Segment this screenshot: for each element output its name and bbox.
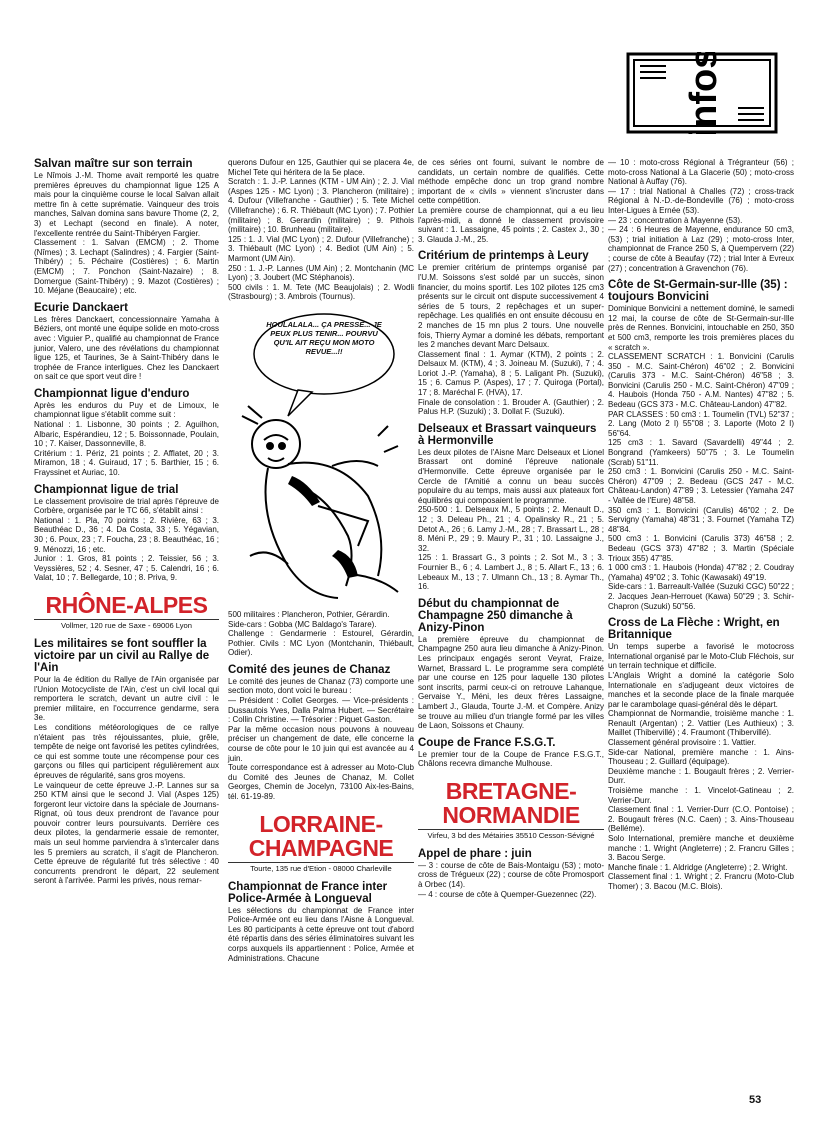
article-results: Classement général provisoire : 1. Vattier. (608, 738, 756, 748)
article-results: National : 1. Lisbonne, 30 points ; 2. Aguilhon, Albaric, Espérandieu, 12 ; 5. Boissonnade, Poulain, 10 ; 7. Kaiser, Dassonneville, 8. (34, 420, 219, 449)
article-title: Critérium de printemps à Leury (418, 250, 589, 263)
article-text: Les conditions météorologiques de ce rallye n'étaient pas très réjouissantes, pluie, grêle, tempête de neige ont favorisé les petites cylindrées, ce qui est somme toute une récompense pour ces garçons ou filles qui participent régulièrement aux épreuves de régularité, sans gros moyens. (34, 722, 219, 780)
region-address: Virfeu, 3 bd des Métairies 35510 Cesson-Sévigné (418, 829, 604, 842)
article-results: Side-cars : 1. Barreault-Vallée (Suzuki CGC) 50"22 ; 2. Jacques Jean-Herrouet (Kawa) 50"29 ; 3. Schir-Chapron (Suzuki) 50"56. (608, 582, 794, 611)
article-results: 250 : 1. J.-P. Lannes (UM Ain) ; 2. Montchanin (MC Lyon) ; 3. Joubert (MC Stéphanois). (228, 263, 414, 283)
article-title: Salvan maître sur son terrain (34, 158, 193, 170)
article-results: 1 000 cm3 : 1. Haubois (Honda) 47"82 ; 2. Coudray (Yamaha) 49"02 ; 3. Tohic (Kawasaki) 49"19. (608, 563, 794, 582)
article-title: Cross de La Flèche : Wright, en Britannique (608, 617, 780, 642)
article-text: — 10 : moto-cross Régional à Trégranteur (56) ; moto-cross National à La Glacerie (50) ; moto-cross National à Auffay (76). (608, 158, 794, 187)
article-results: 350 cm3 : 1. Bonvicini (Carulis) 46"02 ; 2. De Servigny (Yamaha) 48"31 ; 3. Fournet (Yamaha TZ) 48"84. (608, 505, 794, 534)
article-text: Dominique Bonvicini a nettement dominé, le samedi 12 mai, la course de côte de St-Germain-sur-Ille près de Rennes. Bonvicini, intouchable en 250, 350 et 500 cm3, remporte les trois premières places du « scratch ». (608, 304, 794, 352)
article-text: de ces séries ont fourni, suivant le nombre de candidats, un certain nombre de qualifiés. Cette méthode empêche donc un trop grand nombre important de « civils » viennent s'incruster dans cette compétition. (418, 158, 604, 206)
article-results: Manche finale : 1. Aldridge (Angleterre) ; 2. Wright. (608, 862, 788, 872)
article-text: Le vainqueur de cette épreuve J.-P. Lannes sur sa 250 KTM ainsi que le second J. Vial (Aspes 125) forgeront leur victoire dans la spéciale de Journans-Rignat, où tous deux prendront de l'avance pour pouvoir contrer leurs poursuivants. Derrière ces deux pilotes, la gendarmerie essaie de remonter, mais un seul homme parviendra à s'intercaler dans les 5 premiers au scratch, il s'agit de Plancheron. Cette épreuve de régularité fut très sélective : 40 concurrents prendront le départ, 22 seulement seront à l'arrivée. Parmi les privés, nous remar- (34, 780, 219, 886)
article-text: Les frères Danckaert, concessionnaire Yamaha à Béziers, ont monté une équipe solide en moto-cross avec : Viguier P., qualifié au championnat de France junior, Valero, une des révélations du championnat ligue 125, et Taurines, 3e à Saint-Thibéry dans le trophée de France interligues. Chez les Danckaert on sait ce que sport veut dire ! (34, 314, 219, 382)
article-results: 125 cm3 : 1. Savard (Savardelli) 49"44 ; 2. Bongrand (Yamkeers) 50"75 ; 3. Le Toumelin (Scrab) 51"11. (608, 438, 794, 467)
region-address: Vollmer, 120 rue de Saxe - 69006 Lyon (34, 619, 219, 632)
article-text: querons Dufour en 125, Gauthier qui se placera 4e, Michel Tete qui héritera de la 5e place. (228, 158, 414, 177)
article-results: Deuxième manche : 1. Bougault frères ; 2. Verrier-Durr. (608, 766, 794, 786)
article-results: Junior : 1. Gros, 81 points ; 2. Teissier, 56 ; 3. Veyssières, 52 ; 4. Sesner, 47 ; 5. Calendri, 16 ; 6. Valat, 10 ; 7. Bellegarde, 10 ; 8. Priva, 9. (34, 554, 219, 583)
article-title: Delseaux et Brassart vainqueurs à Hermonville (418, 422, 597, 447)
article-results: Classement final : 1. Wright ; 2. Francru (Moto-Club Thomer) ; 3. Bacou (M.C. Blois). (608, 872, 794, 891)
article-title: Championnat ligue de trial (34, 483, 179, 496)
article-text: Le premier tour de la Coupe de France F.S.G.T., Châlons recevra dimanche Mulhouse. (418, 749, 604, 769)
article-results: 125 : 1. J. Vial (MC Lyon) ; 2. Dufour (Villefranche) ; 3. Thiébault (MC Lyon) ; 4. Bediot (UM Ain) ; 5. Marmont (UM Ain). (228, 234, 414, 263)
region-header (418, 779, 604, 842)
article-results: 250-500 : 1. Delseaux M., 5 points ; 2. Menault D., 12 ; 3. Deleau Ph., 21 ; 4. Opalinsky R., 21 ; 5. Detot A., 26 ; 6. Lamy J.-M., 28 ; 7. Brassart L., 28 ; 8. Méni P., 29 ; 9. Maury P., 31 ; 10. Lassaigne J., 32. (418, 505, 604, 553)
article-results: Scratch : 1. J.-P. Lannes (KTM - UM Ain) ; 2. J. Vial (Aspes 125 - MC Lyon) ; 3. Plancheron (militaire) ; 4. Dufour (Villefranche - Gauthier) ; 5. Tete Michel (Villefranche) ; 6. R. Thiébault (MC Lyon) ; 7. Pothier (militaire) ; 8. Gerardin (militaire) ; 9. Pithois (militaire) ; 10. Brunheau (militaire). (228, 177, 414, 235)
region-name: LORRAINE-CHAMPAGNE (248, 810, 394, 861)
column-1 (34, 158, 219, 886)
article-results: Critérium : 1. Périz, 21 points ; 2. Afflatet, 20 ; 3. Miramon, 18 ; 4. Guiraud, 17 ; 5. Barthier, 15 ; 6. Frayssinet et Auriac, 10. (34, 448, 219, 478)
article-results: Classement final : 1. Verrier-Durr (C.O. Pontoise) ; 2. Bougault frères (N.C. Caen) ; 3. Ains-Thouseau (Belléme). (608, 805, 794, 834)
article-results: Troisième manche : 1. Vincelot-Gatineau ; 2. Verrier-Durr. (608, 786, 794, 805)
article-text: L'Anglais Wright a dominé la catégorie Solo Internationale en s'adjugeant deux victoires de manches et la seconde place de la finale marquée par le carambolage quasi-général dès le départ. (608, 670, 794, 709)
article-results: Classement final : 1. Aymar (KTM), 2 points ; 2. Delsaux M. (KTM), 4 ; 3. Joineau M. (Suzuki), 7 ; 4. Loriot J.-P. (Yamaha), 8 ; 5. Laligant Ph. (Suzuki), 15 ; 6. Camus P. (Aspes), 17 ; 7. Quiroga (Portal), 17 ; 8. Maréchal F. (HVA), 17. (418, 349, 604, 398)
article-results: 500 militaires : Plancheron, Pothier, Gérardin. (228, 609, 390, 619)
article-title: Début du championnat de Champagne 250 dimanche à Anizy-Pinon (418, 597, 573, 634)
article-text: Un temps superbe a favorisé le motocross International organisé par le Moto-Club Fléchois, sur un terrain technique et difficile. (608, 642, 794, 671)
region-header (228, 812, 414, 875)
column-2 (228, 158, 414, 963)
article-title: Comité des jeunes de Chanaz (228, 663, 391, 676)
article-text: — Président : Collet Georges. — Vice-présidents : Dussautois Yves, Dalla Palma Hubert. — Secrétaire : Collin Christine. — Trésorier : Piquet Gaston. (228, 696, 414, 725)
article-results: Classement : 1. Salvan (EMCM) ; 2. Thome (Nîmes) ; 3. Lechapt (Salindres) ; 4. Fargier (Saint-Thibéry) ; 5. Péchaire (Costières) ; 6. Martin (EMCM) ; 7. Ponchon (Saint-Nazaire) ; 8. Domergue (Saint-Thibéry) ; 9. Mazot (Costières) ; 10. Méjane (Beaucaire) ; etc. (34, 238, 219, 296)
article-text: Le classement provisoire de trial après l'épreuve de Corbère, organisée par le TC 66, s'établit ainsi : (34, 496, 219, 516)
article-text: Toute correspondance est à adresser au Moto-Club du Comité des Jeunes de Chanaz, M. Collet Georges, Chemin de Jocelyn, 73100 Aix-les-Bains, tél. 61-19-89. (228, 763, 414, 801)
article-text: — 24 : 6 Heures de Mayenne, endurance 50 cm3, (53) ; trial initiation à Laz (29) ; moto-cross Inter, championnat de France 250 S, à Quempervern (22) ; course de côte à Beaufay (72) ; trial Inter à Evreux (27) ; concentration à Gravenchon (76). (608, 225, 794, 273)
article-text: Les deux pilotes de l'Aisne Marc Delseaux et Lionel Brassart ont dominé l'épreuve nationale d'Hermonville. Cette épreuve organisée par le Cercle de l'Amitié a connu un beau succès populaire du au temps, mais aussi aux plateaux fort équilibrés qui composaient le programme. (418, 447, 604, 505)
article-results: 500 cm3 : 1. Bonvicini (Carulis 373) 46"58 ; 2. Bedeau (GCS 373) 47"82 ; 3. Martin (Spéciale Trioux 355) 47"85. (608, 534, 794, 563)
article-text: — 23 : concentration à Mayenne (53). (608, 215, 743, 225)
article-results: Championnat de Normandie, troisième manche : 1. Renault (Argentan) ; 2. Vattier (Les Authieux) ; 3. Maillet (Thibervillé) ; 4. Fraumont (Thibervillé). (608, 709, 794, 738)
article-title: Championnat de France inter Police-Armée à Longueval (228, 880, 388, 905)
article-results: CLASSEMENT SCRATCH : 1. Bonvicini (Carulis 350 - M.C. Saint-Chéron) 46"02 ; 2. Bonvicini (Carulis 373 - M.C. Saint-Chéron) 46"58 ; 3. Bonvicini (Carulis 250 - M.C. Saint-Chéron) 47"09 ; 4. Haubois (Honda 750 - A.M. Nantes) 47"82 ; 5. Bedeau (GCS 373 - M.C. Château-Landon) 47"82. (608, 352, 794, 410)
article-title: Coupe de France F.S.G.T. (418, 736, 556, 749)
infos-logo (626, 52, 778, 134)
region-address: Tourte, 135 rue d'Etion - 08000 Charleville (228, 862, 414, 875)
article-results: Side-car National, première manche : 1. Ains-Thouseau ; 2. Guillard (équipage). (608, 747, 794, 767)
cartoon-illustration (228, 306, 414, 606)
article-title: Championnat ligue d'enduro (34, 387, 190, 400)
article-text: Le Nîmois J.-M. Thome avait remporté les quatre premières épreuves du championnat ligue 125 A mais pour la cinquième course le local Salvan allait mettre fin à cette suprématie. Vainqueur des trois manches, Salvan domina sans bavure Thome (2, 2, 3) et Lechapt (second en finale). A noter, l'excellente rentrée du Saint-Thibéryen Fargier. (34, 171, 219, 238)
article-results: Solo International, première manche et deuxième manche : 1. Wright (Angleterre) ; 2. Francru Gilles ; 3. Bacou Serge. (608, 834, 794, 863)
logo-text: infos (683, 52, 725, 134)
article-results: 250 cm3 : 1. Bonvicini (Carulis 250 - M.C. Saint-Chéron) 47"09 ; 2. Bedeau (GCS 247 - M.C. Château-Landon) 47"89 ; 3. Letessier (Yamaha 247 - Vallée de l'Eure) 48"58. (608, 467, 794, 505)
article-results: Finale de consolation : 1. Brouder A. (Gauthier) ; 2. Palus H.P. (Suzuki) ; 3. Dollat F. (Suzuki). (418, 397, 604, 417)
region-header (34, 593, 219, 632)
region-name: RHÔNE-ALPES (45, 591, 208, 618)
article-title: Appel de phare : juin (418, 847, 532, 860)
article-title: Côte de St-Germain-sur-Ille (35) : toujours Bonvicini (608, 279, 788, 304)
article-text: — 17 : trial National à Challes (72) ; cross-track Régional à N.-D.-de-Bondeville (76) ; moto-cross Inter-Ligues à Ernée (53). (608, 186, 794, 215)
article-text: Après les enduros du Puy et de Limoux, le championnat ligue s'établit comme suit : (34, 400, 219, 420)
article-text: Le comité des jeunes de Chanaz (73) comporte une section moto, dont voici le bureau : (228, 676, 414, 696)
article-text: Pour la 4e édition du Rallye de l'Ain organisée par l'Union Motocycliste de l'Ain, c'est un civil local qui remportera le scratch, devant un autre civil : le premier militaire, en l'occurrence gendarme, sera 3e. (34, 674, 219, 723)
article-text: Le premier critérium de printemps organisé par l'U.M. Soissons s'est soldé par un succès, sinon financier, du moins sportif. Les 102 pilotes 125 cm3 présents sur le circuit ont dispute successivement 4 séries de 5 tours, 2 repêchages et un super-repêchage. Les qualifiés en ont ensuite décousu en 2 manches de 15 mn plus 2 tours. Une nouvelle fois, Thierry Aymar a dominé les débats, remportant les 2 manches devant Marc Delsaux. (418, 263, 604, 350)
article-title: Ecurie Danckaert (34, 301, 128, 314)
page-number: 53 (749, 1094, 762, 1106)
column-4 (608, 158, 794, 892)
article-text: Par la même occasion nous pouvons à nouveau préciser un changement de date, elle concerne la course de côte pour le 10 juin qui est avancée au 4 juin. (228, 724, 414, 763)
article-text: — 4 : course de côte à Quemper-Guezennec (22). (418, 889, 597, 899)
article-results: 500 civils : 1. M. Tete (MC Beaujolais) ; 2. Wodli (Strasbourg) ; 3. Ambrois (Tournus). (228, 282, 414, 302)
article-text: La première course de championnat, qui a eu lieu l'après-midi, a donné le classement provisoire suivant : 1. Lassaigne, 45 points ; 2. Castex J., 30 ; 3. Glauda J.-M., 25. (418, 205, 604, 244)
article-results: PAR CLASSES : 50 cm3 : 1. Toumelin (TVL) 52"37 ; 2. Lang (Moto 2 I) 55"08 ; 3. Laporte (Moto 2 I) 56"64. (608, 409, 794, 438)
article-text: — 3 : course de côte de Bais-Montaigu (53) ; moto-cross de Trégueux (22) ; course de côte Promosport à Orbec (14). (418, 860, 604, 890)
article-title: Les militaires se font souffler la victoire par un civil au Rallye de l'Ain (34, 637, 210, 674)
column-3 (418, 158, 604, 899)
speech-bubble-text: HOULALALA... ÇA PRESSE... JE PEUX PLUS TENIR... POURVU QU'IL AIT REÇU MON MOTO REVUE...!! (266, 319, 382, 356)
region-name: BRETAGNE-NORMANDIE (442, 777, 580, 828)
article-results: National : 1. Pla, 70 points ; 2. Rivière, 63 ; 3. Beauthéac D., 36 ; 4. Da Costa, 33 ; 5. Yégavian, 30 ; 6. Poux, 23 ; 7. Foucha, 23 ; 8. Beauthéac, 16 ; 9. Ménozzi, 16 ; etc. (34, 515, 219, 554)
article-results: Side-cars : Gobba (MC Baldago's Tarare). (228, 619, 377, 629)
article-results: Challenge : Gendarmerie : Estourel, Gérardin, Pothier. Civils : MC Lyon (Montchanin, Thiébault, Odier). (228, 629, 414, 658)
article-results: 125 : 1. Brassart G., 3 points ; 2. Sot M., 3 ; 3. Fournier B., 6 ; 4. Lambert J., 8 ; 5. Allart F., 13 ; 6. Lebeaux M., 13 ; 7. Ulmann Ch., 13 ; 8. Aymar Th., 16. (418, 553, 604, 592)
article-text: Les sélections du championnat de France inter Police-Armée ont eu lieu dans l'Aisne à Longueval. Les 80 participants à cette épreuve ont tout d'abord été répartis dans des séries éliminatoires suivant les corps auxquels ils appartiennent : Police, Armée et Administrations. Chacune (228, 905, 414, 963)
article-text: La première épreuve du championnat de Champagne 250 aura lieu dimanche à Anizy-Pinon. Les principaux engagés seront Veyrat, Fraize, Warnet, Brassard L. Le programme sera complété par une course en 125 pour laquelle 130 pilotes sont inscrits, parmi ceux-ci on retrouve Lahanque, Gervaise Y., Méni, les deux frères Lassaigne, Lambert J., Glauda, Tourte J.-M. et Compère. Anizy se trouve au milieu d'un triangle formé par les villes de Laon, Soissons et Chauny. (418, 634, 604, 731)
